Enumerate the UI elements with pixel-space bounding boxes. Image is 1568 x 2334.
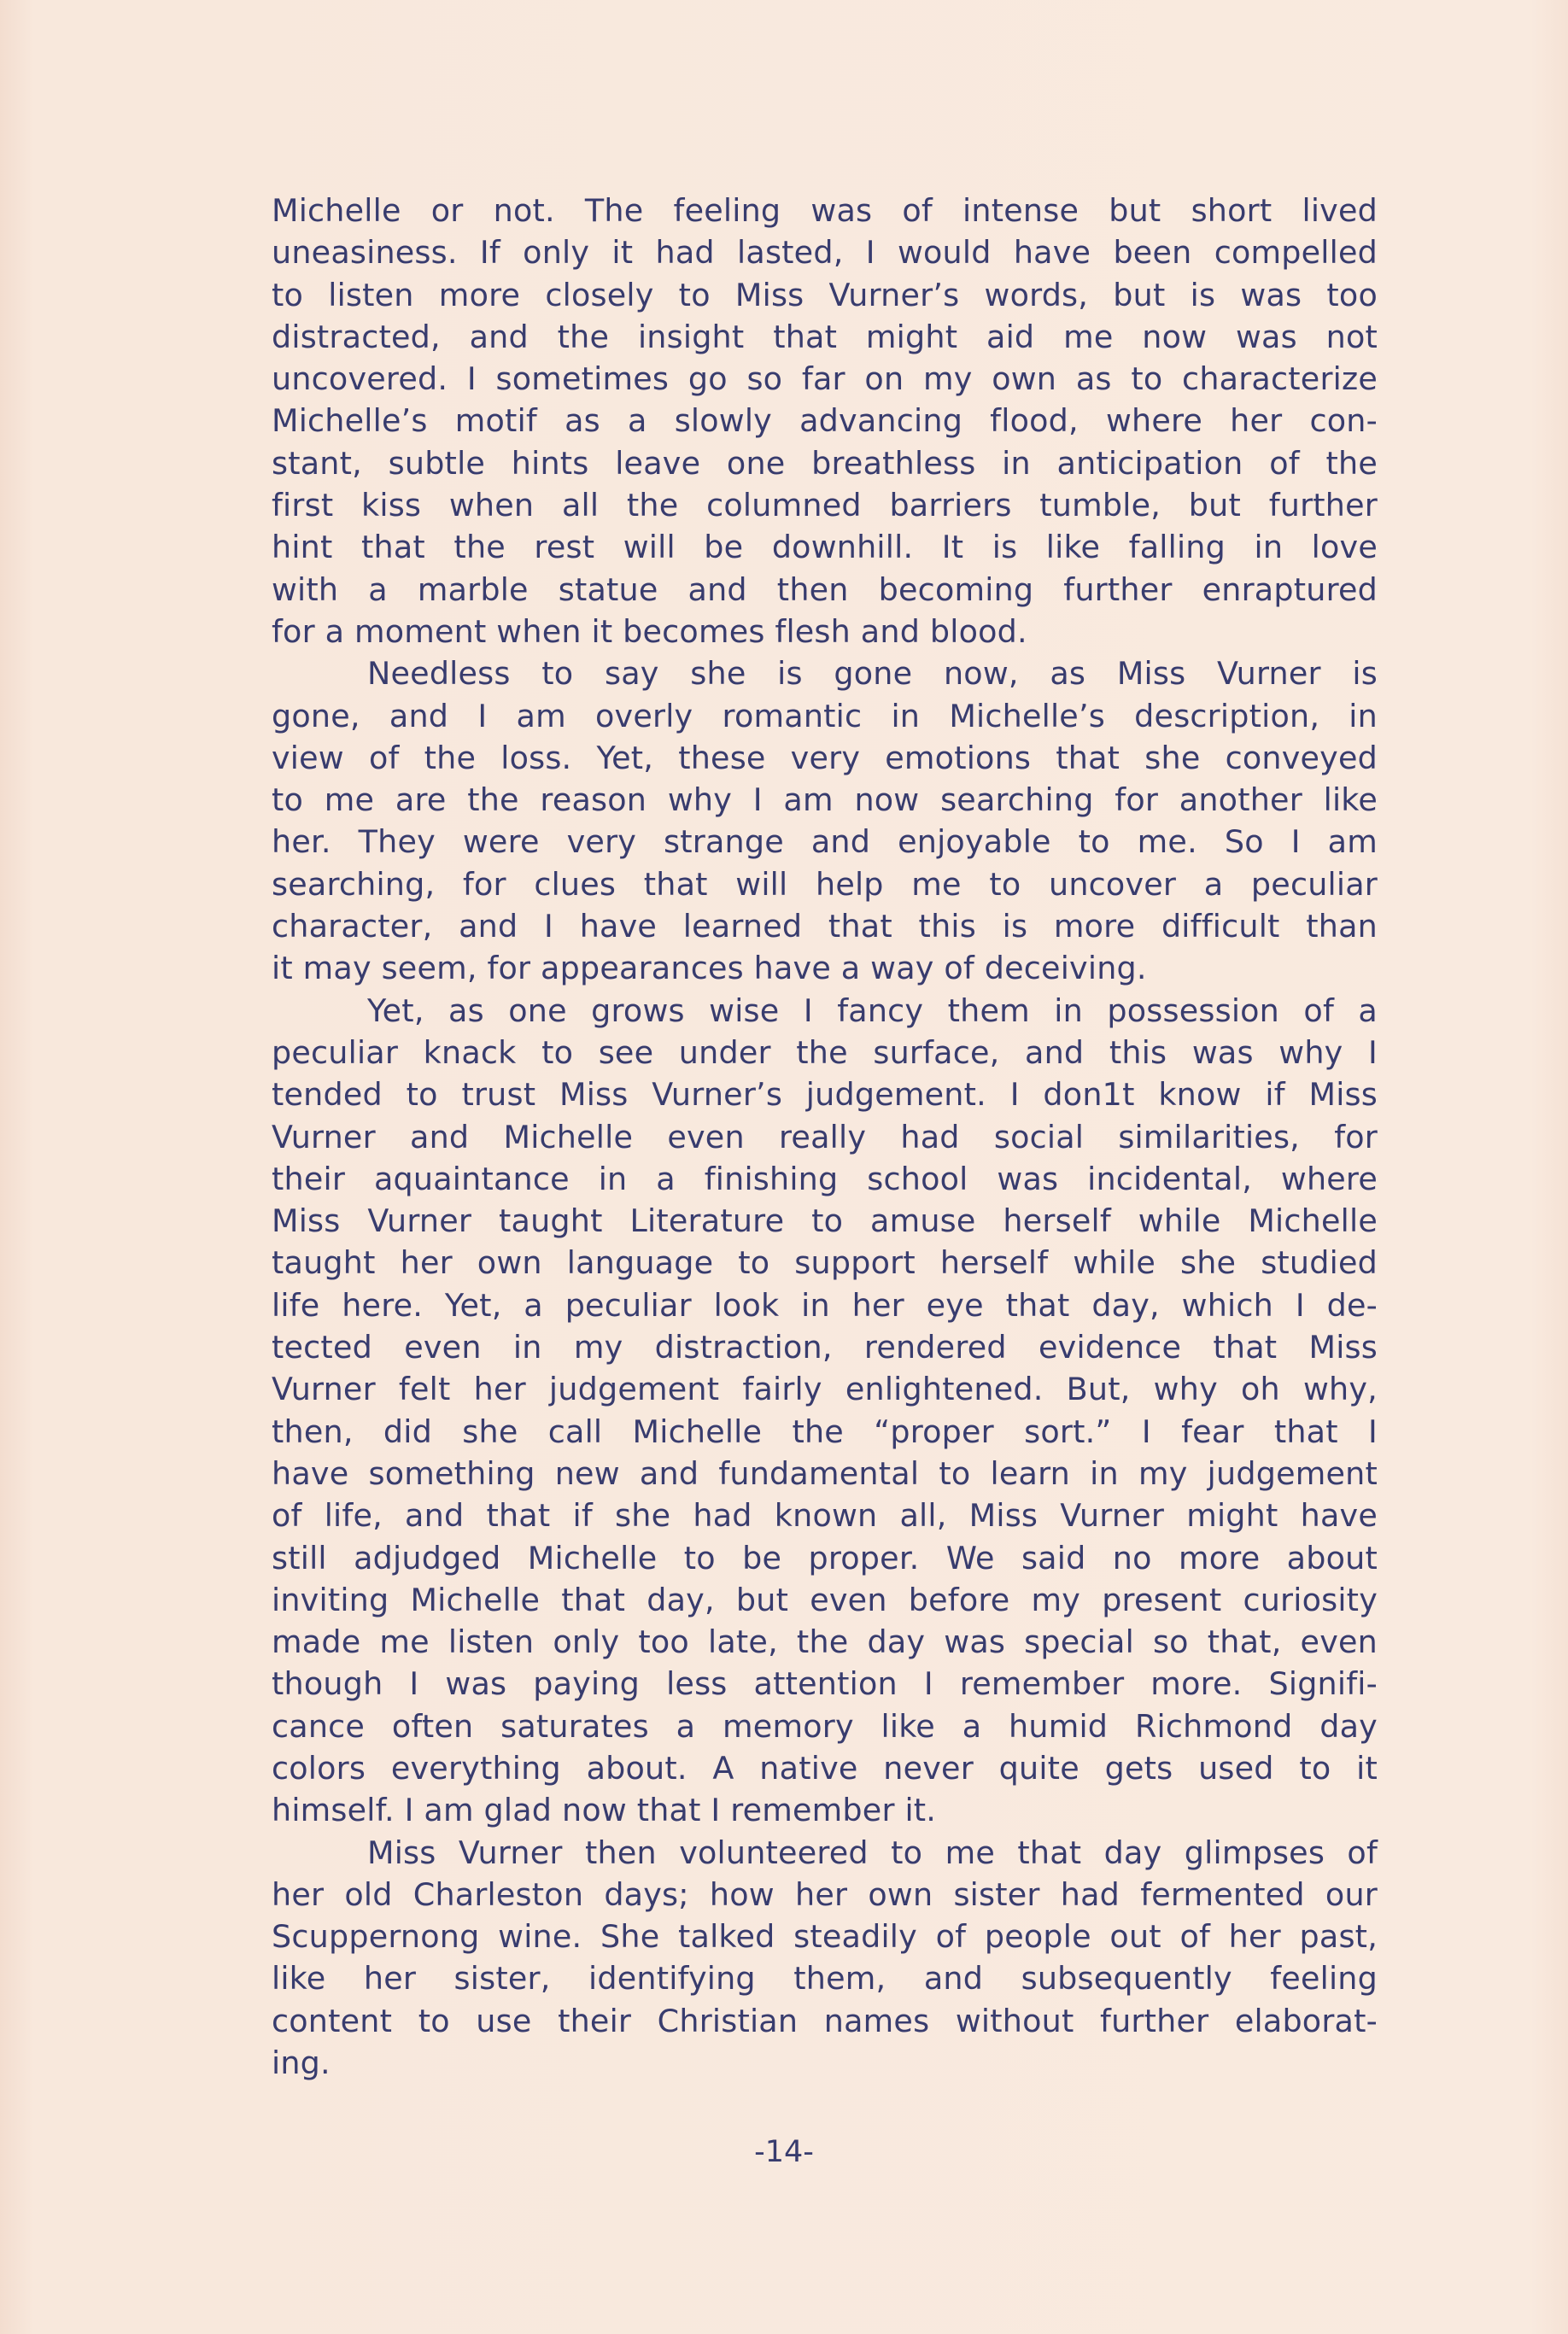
text-line: her old Charleston days; how her own sister had fermented our: [272, 1875, 1378, 1913]
text-line: of life, and that if she had known all, Miss Vurner might have: [272, 1497, 1378, 1535]
text-line: uncovered. I sometimes go so far on my own as to characterize: [272, 360, 1378, 398]
text-line: to listen more closely to Miss Vurner’s words, but is was too: [272, 276, 1378, 313]
text-line: like her sister, identifying them, and subsequently feeling: [272, 1960, 1378, 1998]
text-line: their aquaintance in a finishing school was incidental, where: [272, 1160, 1378, 1197]
text-line: have something new and fundamental to learn in my judgement: [272, 1454, 1378, 1492]
text-line: hint that the rest will be downhill. It is like falling in love: [272, 529, 1378, 566]
text-line: view of the loss. Yet, these very emotions that she conveyed: [272, 739, 1378, 776]
text-line: tected even in my distraction, rendered evidence that Miss: [272, 1329, 1378, 1366]
text-line: content to use their Christian names without further elaborat-: [272, 2002, 1378, 2039]
text-line: gone, and I am overly romantic in Michelle’s description, in: [272, 697, 1378, 734]
text-line: Needless to say she is gone now, as Miss Vurner is: [367, 655, 1378, 693]
text-line: colors everything about. A native never quite gets used to it: [272, 1749, 1378, 1787]
text-line: himself. I am glad now that I remember it.: [272, 1792, 937, 1829]
text-line: life here. Yet, a peculiar look in her eye that day, which I de-: [272, 1286, 1378, 1324]
text-line: stant, subtle hints leave one breathless in anticipation of the: [272, 444, 1378, 482]
text-line: still adjudged Michelle to be proper. We said no more about: [272, 1539, 1378, 1576]
text-line: ing.: [272, 2044, 331, 2082]
text-line: her. They were very strange and enjoyable to me. So I am: [272, 823, 1378, 861]
text-line: Vurner and Michelle even really had social similarities, for: [272, 1118, 1378, 1155]
text-line: tended to trust Miss Vurner’s judgement. I don1t know if Miss: [272, 1076, 1378, 1114]
text-line: it may seem, for appearances have a way of deceiving.: [272, 950, 1147, 987]
text-line: searching, for clues that will help me to uncover a peculiar: [272, 865, 1378, 903]
text-line: inviting Michelle that day, but even before my present curiosity: [272, 1581, 1378, 1618]
text-line: taught her own language to support herself while she studied: [272, 1244, 1378, 1282]
text-line: uneasiness. If only it had lasted, I would have been compelled: [272, 234, 1378, 272]
text-line: character, and I have learned that this is more difficult than: [272, 908, 1378, 945]
text-line: to me are the reason why I am now searching for another like: [272, 781, 1378, 819]
text-line: Miss Vurner taught Literature to amuse herself while Michelle: [272, 1202, 1378, 1240]
text-line: Scuppernong wine. She talked steadily of people out of her past,: [272, 1918, 1378, 1956]
text-line: with a marble statue and then becoming further enraptured: [272, 570, 1378, 608]
text-line: made me listen only too late, the day was special so that, even: [272, 1623, 1378, 1661]
text-line: Michelle or not. The feeling was of intense but short lived: [272, 192, 1378, 229]
text-line: cance often saturates a memory like a humid Richmond day: [272, 1707, 1378, 1745]
text-line: Miss Vurner then volunteered to me that day glimpses of: [367, 1834, 1378, 1871]
text-line: distracted, and the insight that might aid me now was not: [272, 318, 1378, 355]
text-line: first kiss when all the columned barriers tumble, but further: [272, 487, 1378, 524]
page-number: -14-: [754, 2135, 814, 2169]
text-line: Michelle’s motif as a slowly advancing flood, where her con-: [272, 402, 1378, 440]
body-text: [272, 190, 1378, 2084]
text-line: peculiar knack to see under the surface, and this was why I: [272, 1033, 1378, 1071]
text-line: then, did she call Michelle the “proper sort.” I fear that I: [272, 1413, 1378, 1450]
text-line: Vurner felt her judgement fairly enlightened. But, why oh why,: [272, 1371, 1378, 1408]
text-line: for a moment when it becomes flesh and blood.: [272, 612, 1027, 650]
text-line: Yet, as one grows wise I fancy them in possession of a: [367, 992, 1378, 1029]
text-line: though I was paying less attention I remember more. Signifi-: [272, 1665, 1378, 1703]
